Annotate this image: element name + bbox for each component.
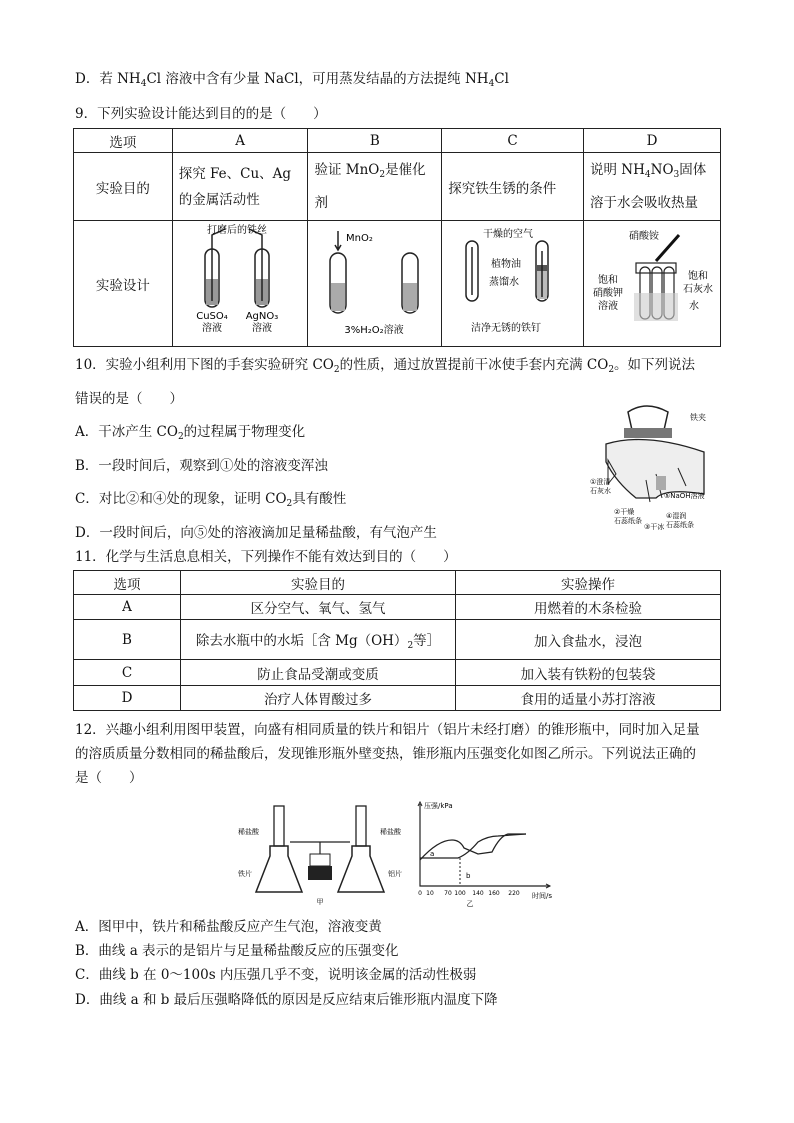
- q10-label-3: ③干冰: [644, 523, 665, 531]
- q9d-right-label3: 水: [689, 301, 699, 312]
- q9-table: [73, 128, 721, 347]
- q10-glove-figure: [586, 402, 720, 536]
- q12-tick: 160: [488, 890, 500, 897]
- q11-row-a-option: A: [74, 595, 181, 620]
- q9-purpose-label: 实验目的: [74, 153, 173, 221]
- q9-figure-b: [308, 221, 430, 342]
- q10-clip-label: 铁夹: [690, 413, 706, 422]
- q12-curve-b-label: b: [466, 872, 471, 880]
- q12-apparatus-figure: [236, 796, 406, 910]
- q12-chart-ylabel: 压强/kPa: [424, 802, 453, 810]
- q9c-water-label: 蒸馏水: [489, 277, 520, 288]
- q10-option-b: B．一段时间后，观察到①处的溶液变浑浊: [75, 458, 328, 474]
- q12-tick: 100: [454, 890, 466, 897]
- q11-row-c-option: C: [74, 660, 181, 686]
- q12-option-b: B．曲线 a 表示的是铝片与足量稀盐酸反应的压强变化: [75, 943, 399, 959]
- q11-stem: 11．化学与生活息息相关，下列操作不能有效达到目的（ ）: [75, 549, 457, 565]
- q12-tick: 220: [508, 890, 520, 897]
- q11-header-option: 选项: [74, 571, 181, 595]
- q12-curve-a-label: a: [430, 850, 435, 858]
- q10-label-2b: 石蕊纸条: [614, 517, 642, 525]
- q9d-right-label1: 饱和: [688, 271, 708, 282]
- q10-option-d: D．一段时间后，向⑤处的溶液滴加足量稀盐酸，有气泡产生: [75, 525, 437, 541]
- q9c-nail-label: 洁净无锈的铁钉: [471, 323, 542, 334]
- q12-option-c: C．曲线 b 在 0～100s 内压强几乎不变，说明该金属的活动性极弱: [75, 967, 477, 983]
- q12-option-a: A．图甲中，铁片和稀盐酸反应产生气泡，溶液变黄: [75, 919, 382, 935]
- q8-option-d: D．若 $NH_4Cl$ 溶液中含有少量 NaCl，可用蒸发结晶的方法提纯 $NH_4Cl$: [75, 71, 509, 89]
- q9a-left-label2: 溶液: [201, 323, 222, 334]
- q9-purpose-a: 探究 Fe、Cu、Ag 的金属活动性: [172, 153, 308, 221]
- q9d-left-label3: 溶液: [598, 301, 618, 312]
- q10-stem-line2: 错误的是（ ）: [75, 391, 183, 407]
- q9b-mno2-label: MnO₂: [346, 233, 374, 244]
- q11-row-d-purpose: 治疗人体胃酸过多: [181, 686, 456, 711]
- q12-tick: 140: [472, 890, 484, 897]
- q11-row-b-operation: 加入食盐水，浸泡: [456, 620, 721, 660]
- q10-label-4: ④湿润: [666, 512, 687, 520]
- q11-table: [73, 570, 721, 711]
- q9-design-d: [584, 221, 721, 347]
- q10-stem-line1: 10．实验小组利用下图的手套实验研究 $CO_2$的性质，通过放置提前干冰使手套内充满 $CO_2$。如下列说法: [75, 357, 696, 375]
- q9-header-b: B: [308, 129, 442, 153]
- q12-apparatus-caption: 甲: [316, 898, 324, 906]
- q10-option-c: C．对比②和④处的现象，证明 $CO_2$具有酸性: [75, 491, 347, 509]
- q11-row-a-operation: 用燃着的木条检验: [456, 595, 721, 620]
- q9a-wire-label: 打磨后的铁丝: [206, 225, 267, 236]
- q12-iron-label: 铁片: [238, 870, 252, 878]
- q10-option-a: A．干冰产生 $CO_2$的过程属于物理变化: [75, 424, 306, 442]
- q9-purpose-d: 说明 $NH_4NO_3$固体溶于水会吸收热量: [584, 153, 721, 221]
- q10-label-2: ②干燥: [614, 508, 635, 516]
- q12-tick: 0: [418, 890, 422, 897]
- q10-label-1: ①澄清: [590, 478, 611, 486]
- q9a-left-label: CuSO₄: [195, 311, 228, 322]
- q9-design-c: [442, 221, 584, 347]
- q9-design-label: 实验设计: [74, 221, 173, 347]
- q9-stem: 9．下列实验设计能达到目的的是（ ）: [75, 106, 327, 122]
- q12-pressure-chart: [408, 796, 558, 910]
- q9-header-a: A: [172, 129, 308, 153]
- q11-row-d-option: D: [74, 686, 181, 711]
- q10-label-5: ⑤NaOH溶液: [664, 492, 705, 500]
- q9-purpose-c: 探究铁生锈的条件: [442, 153, 584, 221]
- q12-stem-line3: 是（ ）: [75, 770, 143, 786]
- q12-stem-line2: 的溶质质量分数相同的稀盐酸后，发现锥形瓶外壁变热，锥形瓶内压强变化如图乙所示。下列说法正确的: [75, 746, 696, 762]
- q12-stem-line1: 12．兴趣小组利用图甲装置，向盛有相同质量的铁片和铝片（铝片未经打磨）的锥形瓶中，同时加入足量: [75, 722, 700, 738]
- q11-row-d-operation: 食用的适量小苏打溶液: [456, 686, 721, 711]
- q12-acid-right-label: 稀盐酸: [380, 828, 401, 836]
- q10-label-4b: 石蕊纸条: [666, 521, 694, 529]
- q12-tick: 70: [444, 890, 452, 897]
- q11-row-c-purpose: 防止食品受潮或变质: [181, 660, 456, 686]
- q9d-left-label2: 硝酸钾: [593, 288, 623, 299]
- q12-acid-left-label: 稀盐酸: [238, 828, 259, 836]
- q9c-air-label: 干燥的空气: [483, 229, 534, 240]
- q9-figure-d: [584, 221, 720, 342]
- q9-figure-c: [442, 221, 572, 342]
- q9-header-option: 选项: [74, 129, 173, 153]
- q12-al-label: 铝片: [388, 870, 402, 878]
- q9-design-b: [308, 221, 442, 347]
- q10-label-1b: 石灰水: [590, 487, 611, 495]
- q9a-right-label2: 溶液: [251, 323, 272, 334]
- q11-row-b-purpose: 除去水瓶中的水垢［含 $Mg(OH)_2$等］: [181, 620, 456, 660]
- q12-chart-caption: 乙: [466, 900, 474, 908]
- q9a-right-label: AgNO₃: [245, 311, 278, 322]
- q9-header-d: D: [584, 129, 721, 153]
- q12-tick: 10: [426, 890, 434, 897]
- q12-option-d: D．曲线 a 和 b 最后压强略降低的原因是反应结束后锥形瓶内温度下降: [75, 992, 498, 1008]
- q9b-h2o2-label: 3%H₂O₂溶液: [344, 325, 405, 336]
- q9-figure-a: [173, 221, 297, 342]
- q12-chart-xlabel: 时间/s: [532, 892, 553, 900]
- q9-design-a: [172, 221, 308, 347]
- q11-row-b-option: B: [74, 620, 181, 660]
- q9c-oil-label: 植物油: [491, 259, 522, 270]
- q11-header-purpose: 实验目的: [181, 571, 456, 595]
- q9d-left-label1: 饱和: [598, 275, 618, 286]
- q9d-nh4no3-label: 硝酸铵: [629, 231, 659, 242]
- q9-purpose-b: 验证 MnO$_2$是催化剂: [308, 153, 442, 221]
- q9d-right-label2: 石灰水: [683, 284, 713, 295]
- q9-header-c: C: [442, 129, 584, 153]
- q11-row-c-operation: 加入装有铁粉的包装袋: [456, 660, 721, 686]
- q11-header-operation: 实验操作: [456, 571, 721, 595]
- q11-row-a-purpose: 区分空气、氧气、氢气: [181, 595, 456, 620]
